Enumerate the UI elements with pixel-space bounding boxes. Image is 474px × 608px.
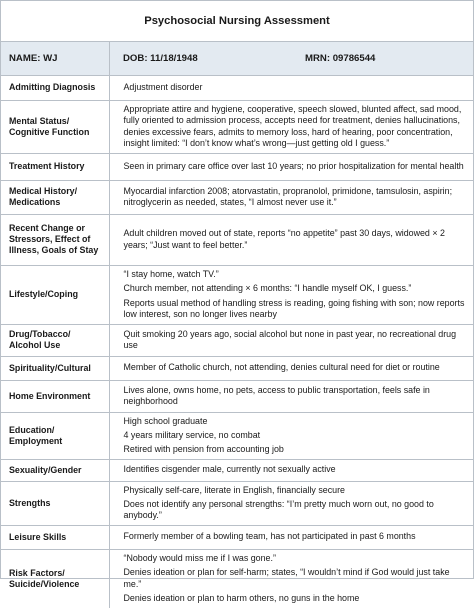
- row-value-text: Adult children moved out of state, reports “no appetite” past 30 days, widowed × 2 years; “Just want to feel better.”: [123, 228, 445, 250]
- assessment-row: [1, 459, 473, 481]
- row-label: Leisure Skills: [1, 525, 109, 549]
- assessment-row: [1, 412, 473, 459]
- row-value-text: Does not identify any personal strengths: “I’m pretty much worn out, no good to anybody.”: [123, 498, 434, 521]
- row-value-text: 4 years military service, no combat: [123, 429, 261, 440]
- patient-info-row: [1, 42, 473, 76]
- row-value: [109, 525, 473, 549]
- document-title: Psychosocial Nursing Assessment: [1, 1, 473, 42]
- row-value: [109, 459, 473, 481]
- row-value: [109, 412, 473, 459]
- patient-name: NAME: WJ: [9, 53, 58, 64]
- row-value-text: Seen in primary care office over last 10 years; no prior hospitalization for mental health: [123, 160, 464, 171]
- patient-dob: DOB: 11/18/1948: [109, 42, 299, 75]
- row-label: Risk Factors/ Suicide/Violence: [1, 549, 109, 608]
- assessment-row: [1, 324, 473, 356]
- row-label: Home Environment: [1, 380, 109, 412]
- row-value: [109, 214, 473, 265]
- row-value: [109, 380, 473, 412]
- assessment-row: [1, 153, 473, 180]
- row-label: Recent Change or Stressors, Effect of Illness, Goals of Stay: [1, 214, 109, 265]
- assessment-row: [1, 214, 473, 265]
- row-value: [109, 153, 473, 180]
- assessment-table: [1, 76, 473, 608]
- row-value-text: Adjustment disorder: [123, 82, 203, 93]
- patient-mrn: MRN: 09786544: [305, 53, 376, 64]
- row-label: Strengths: [1, 481, 109, 525]
- assessment-row: [1, 481, 473, 525]
- row-value-text: Lives alone, owns home, no pets, access to public transportation, feels safe in neighborhood: [123, 384, 430, 406]
- row-value-text: Reports usual method of handling stress is reading, going fishing with son; now reports low interest, son no longer lives nearby: [123, 297, 465, 319]
- row-value-text: Denies ideation or plan for self-harm; states, “I wouldn’t mind if God would just take me.”: [123, 567, 450, 589]
- row-value: [109, 324, 473, 356]
- row-label: Spirituality/Cultural: [1, 356, 109, 380]
- row-label: Medical History/ Medications: [1, 180, 109, 214]
- row-value-text: High school graduate: [123, 415, 208, 426]
- row-value-text: Quit smoking 20 years ago, social alcohol but none in past year, no recreational drug use: [123, 328, 457, 350]
- row-value: [109, 76, 473, 100]
- row-value-text: Retired with pension from accounting job: [123, 444, 284, 455]
- row-value-text: Church member, not attending × 6 months: “I handle myself OK, I guess.”: [123, 283, 412, 294]
- assessment-row: [1, 265, 473, 324]
- row-label: Sexuality/Gender: [1, 459, 109, 481]
- row-value: [109, 356, 473, 380]
- row-label: Education/ Employment: [1, 412, 109, 459]
- row-label: Admitting Diagnosis: [1, 76, 109, 100]
- assessment-row: [1, 100, 473, 153]
- assessment-row: [1, 180, 473, 214]
- row-value-text: Member of Catholic church, not attending, denies cultural need for diet or routine: [123, 362, 440, 373]
- assessment-row: [1, 76, 473, 100]
- row-value-text: Formerly member of a bowling team, has not participated in past 6 months: [123, 531, 416, 542]
- row-label: Drug/Tobacco/ Alcohol Use: [1, 324, 109, 356]
- row-value-text: Denies ideation or plan to harm others, no guns in the home: [123, 593, 360, 604]
- row-value-text: Appropriate attire and hygiene, cooperative, speech slowed, blunted affect, sad mood, fully oriented to admission process, accepts need for treatment, denies hallucinations, denies excessive fears, admits to memory loss, hard of hearing, poor concentration, insight limited: “I don’t know what’s wrong—just getting old I guess.”: [123, 103, 462, 148]
- row-value: [109, 100, 473, 153]
- row-value-text: Physically self-care, literate in English, financially secure: [123, 484, 345, 495]
- row-value-text: “Nobody would miss me if I was gone.”: [123, 553, 276, 564]
- row-label: Lifestyle/Coping: [1, 265, 109, 324]
- assessment-row: [1, 525, 473, 549]
- assessment-row: [1, 356, 473, 380]
- row-value-text: “I stay home, watch TV.”: [123, 268, 219, 279]
- row-value-text: Myocardial infarction 2008; atorvastatin, propranolol, primidone, tamsulosin, aspirin; nitroglycerin as needed, states, “I almost never use it.”: [123, 185, 453, 207]
- row-value-text: Identifies cisgender male, currently not sexually active: [123, 464, 336, 475]
- row-value: [109, 481, 473, 525]
- row-value: [109, 180, 473, 214]
- row-label: Mental Status/ Cognitive Function: [1, 100, 109, 153]
- row-label: Treatment History: [1, 153, 109, 180]
- row-value: [109, 265, 473, 324]
- assessment-row: [1, 380, 473, 412]
